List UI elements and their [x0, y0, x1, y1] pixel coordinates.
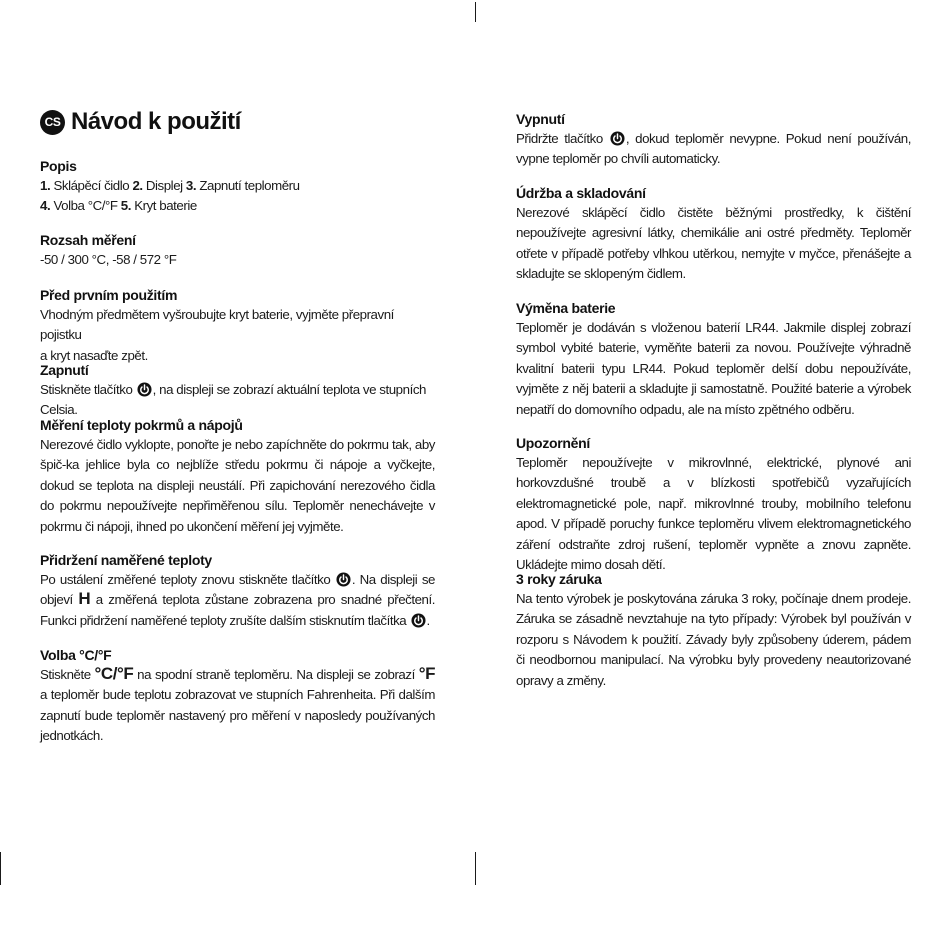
section-text: [516, 129, 911, 170]
text-run: .: [426, 612, 430, 628]
part-number: 4.: [40, 198, 51, 214]
section-heading: Výměna baterie: [516, 300, 616, 316]
section-heading: Popis: [40, 158, 77, 174]
part-label: Kryt baterie: [130, 198, 197, 214]
part-label: Volba °C/°F: [50, 198, 121, 214]
celsius-fahrenheit-symbol: °C/°F: [94, 664, 134, 683]
section-heading: 3 roky záruka: [516, 571, 602, 587]
section-heading: Měření teploty pokrmů a nápojů: [40, 417, 243, 433]
page-title: [40, 108, 241, 136]
part-number: 1.: [40, 178, 51, 193]
power-icon: [610, 131, 625, 146]
section-popis: [40, 156, 435, 217]
text-run: , na displeji se zobrazí aktuální teplota ve stupních Celsia.: [40, 382, 426, 418]
section-upozorneni: [516, 433, 911, 575]
section-text: Nerezové sklápěcí čidlo čistěte běžnými prostředky, k čištění nepoužívejte agresivní látky, chemikálie ani ostré předměty. Teploměr otřete v případě potřeby vlhkou utěrkou, nemyjte v myčce, přenášejte a skladujte se sklopeným čidlem.: [516, 205, 911, 282]
text-run: Po ustálení změřené teploty znovu stiskněte tlačítko: [40, 572, 335, 587]
section-text: [40, 665, 435, 747]
text-line: a kryt nasaďte zpět.: [40, 347, 148, 363]
text-run: na spodní straně teploměru. Na displeji se zobrazí: [133, 667, 419, 682]
page-title-text: Návod k použití: [71, 108, 241, 135]
text-line: Vhodným předmětem vyšroubujte kryt baterie, vyjměte přepravní pojistku: [40, 307, 394, 343]
section-volba: [40, 645, 435, 747]
text-run: , dokud teploměr nevypne. Pokud není používán, vypne teploměr po chvíli automaticky.: [516, 131, 911, 167]
hold-symbol: H: [78, 589, 91, 609]
text-run: Stiskněte: [40, 667, 95, 682]
section-heading: Rozsah měření: [40, 232, 136, 248]
power-icon: [137, 382, 152, 397]
power-icon: [336, 572, 351, 587]
section-rozsah: [40, 230, 435, 270]
crop-mark-bottom-center: [475, 852, 476, 885]
section-text: Teploměr nepoužívejte v mikrovlnné, elektrické, plynové ani horkovzdušné troubě a v blízkosti spotřebičů vyzařujících elektromagnetické pole, např. mikrovlnné trouby, mobilního telefonu apod. V případě poruchy funkce teploměru vlivem elektromagnetického záření odstraňte zdroj rušení, teploměr vypněte a znovu zapněte. Ukládejte mimo dosah dětí.: [516, 455, 911, 573]
section-text: Na tento výrobek je poskytována záruka 3 roky, počínaje dnem prodeje. Záruka se zásadně nevztahuje na tyto případy: Výrobek byl používán v rozporu s Návodem k použití. Závady byly způsobeny úderem, pádem či neodbornou manipulací. Na výrobku byly provedeny neautorizované opravy a změny.: [516, 591, 911, 688]
crop-mark-bottom-left: [0, 852, 1, 885]
section-vypnuti: [516, 109, 911, 170]
language-badge: CS: [40, 110, 65, 135]
section-heading: Údržba a skladování: [516, 185, 646, 201]
section-heading: Přidržení naměřené teploty: [40, 552, 212, 568]
section-heading: Upozornění: [516, 435, 590, 451]
part-label: Zapnutí teploměru: [196, 178, 300, 193]
part-number: 2.: [132, 178, 143, 193]
part-label: Sklápěcí čidlo: [50, 178, 133, 193]
text-run: a změřená teplota zůstane zobrazena pro snadné přečtení. Funkci přidržení naměřené teploty zrušíte dalším stisknutím tlačítka: [40, 592, 435, 628]
text-run: Stiskněte tlačítko: [40, 382, 136, 397]
parts-list: [40, 176, 435, 217]
crop-mark-top: [475, 2, 476, 22]
section-text: Nerezové čidlo vyklopte, ponořte je nebo zapíchněte do pokrmu tak, aby špič-ka jehlice byla co nejblíže středu pokrmu či nápoje a vyčkejte, dokud se teplota na displeji neustálí. Při zapichování nerezového čidla do pokrmu nepoužívejte nepřiměřenou sílu. Teploměr nenechávejte v pokrmu či nápoji, ihned po ukončení měření jej vyjměte.: [40, 437, 435, 534]
section-heading: Před prvním použitím: [40, 287, 178, 303]
section-pridrzeni: [40, 550, 435, 631]
section-udrzba: [516, 183, 911, 285]
text-run: Přidržte tlačítko: [516, 131, 609, 146]
section-heading: Vypnutí: [516, 111, 565, 127]
section-text: Teploměr je dodáván s vloženou baterií LR44. Jakmile displej zobrazí symbol vybité baterie, vyměňte baterii za novou. Používejte výhradně kvalitní baterii typu LR44. Pokud teploměr delší dobu nepoužíváte, vyjměte z něj baterii a skladujte ji samostatně. Použité baterie a výrobek nepatří do domovního odpadu, ale na místo zpětného odběru.: [516, 320, 911, 417]
power-icon: [411, 613, 426, 628]
fahrenheit-symbol: °F: [418, 664, 436, 683]
section-zaruka: [516, 569, 911, 691]
section-text: [40, 305, 435, 366]
text-run: . Na displeji se objeví: [40, 572, 435, 608]
section-heading: Zapnutí: [40, 362, 89, 378]
part-number: 5.: [120, 198, 131, 214]
section-zapnuti: [40, 360, 435, 421]
section-heading: Volba °C/°F: [40, 647, 112, 663]
part-label: Displej: [142, 178, 186, 193]
section-text: [40, 570, 435, 631]
section-pred-prvnim-pouzitim: [40, 285, 435, 366]
section-vymena-baterie: [516, 298, 911, 420]
section-mereni: [40, 415, 435, 537]
section-text: -50 / 300 °C, -58 / 572 °F: [40, 252, 177, 267]
text-run: a teploměr bude teplotu zobrazovat ve stupních Fahrenheita. Při dalším zapnutí bude teploměr nastavený pro měření v naposledy používaných jednotkách.: [40, 687, 435, 744]
part-number: 3.: [185, 178, 197, 193]
